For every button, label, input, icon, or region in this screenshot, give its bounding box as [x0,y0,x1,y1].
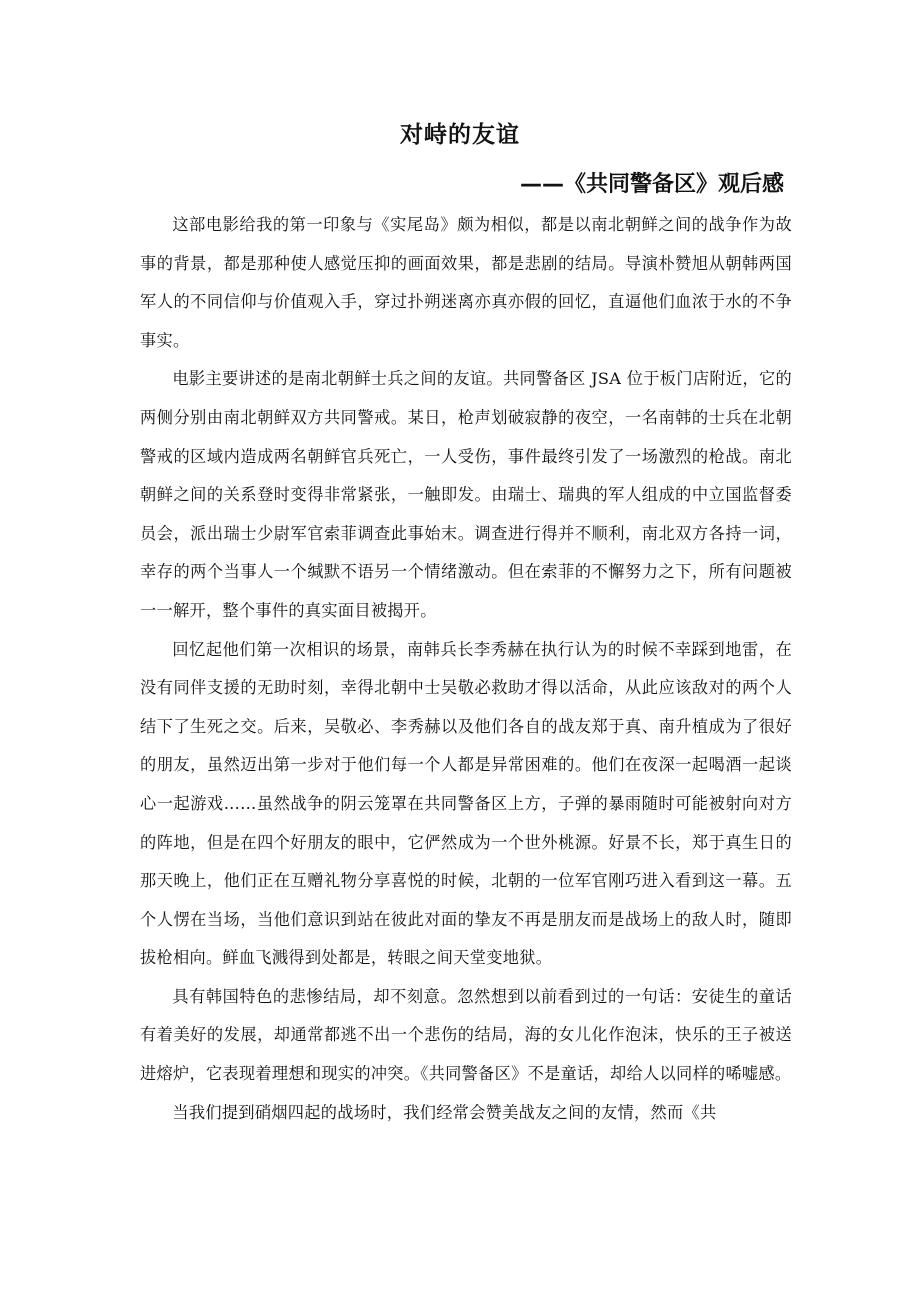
paragraph: 当我们提到硝烟四起的战场时，我们经常会赞美战友之间的友情，然而《共 [172,1102,717,1122]
document-body [140,206,792,1132]
paragraph: 这部电影给我的第一印象与《实尾岛》颇为相似，都是以南北朝鲜之间的战争作为故事的背景，都是那种使人感觉压抑的画面效果，都是悲剧的结局。导演朴赞旭从朝韩两国军人的不同信仰与价值观入手，穿过扑朔迷离亦真亦假的回忆，直逼他们血浓于水的不争事实。 [140,215,792,350]
paragraph: 回忆起他们第一次相识的场景，南韩兵长李秀赫在执行认为的时候不幸踩到地雷，在没有同伴支援的无助时刻，幸得北朝中士吴敬必救助才得以活命，从此应该敌对的两个人结下了生死之交。后来，吴敬必、李秀赫以及他们各自的战友郑于真、南升植成为了很好的朋友，虽然迈出第一步对于他们每一个人都是异常困难的。他们在夜深一起喝酒一起谈心一起游戏……虽然战争的阴云笼罩在共同警备区上方，子弹的暴雨随时可能被射向对方的阵地，但是在四个好朋友的眼中，它俨然成为一个世外桃源。好景不长，郑于真生日的那天晚上，他们正在互赠礼物分享喜悦的时候，北朝的一位军官刚巧进入看到这一幕。五个人愣在当场，当他们意识到站在彼此对面的挚友不再是朋友而是战场上的敌人时，随即拔枪相向。鲜血飞溅得到处都是，转眼之间天堂变地狱。 [140,639,792,968]
paragraph: 电影主要讲述的是南北朝鲜士兵之间的友谊。共同警备区 JSA 位于板门店附近，它的两侧分别由南北朝鲜双方共同警戒。某日，枪声划破寂静的夜空，一名南韩的士兵在北朝警戒的区域内造成两名朝鲜官兵死亡，一人受伤，事件最终引发了一场激烈的枪战。南北朝鲜之间的关系登时变得非常紧张，一触即发。由瑞士、瑞典的军人组成的中立国监督委员会，派出瑞士少尉军官索菲调查此事始末。调查进行得并不顺利，南北双方各持一词，幸存的两个当事人一个缄默不语另一个情绪激动。但在索菲的不懈努力之下，所有问题被一一解开，整个事件的真实面目被揭开。 [140,369,792,620]
document-title: 对峙的友谊 [400,122,520,148]
document-subtitle: ——《共同警备区》观后感 [519,172,784,197]
paragraph: 具有韩国特色的悲惨结局，却不刻意。忽然想到以前看到过的一句话：安徒生的童话有着美好的发展，却通常都逃不出一个悲伤的结局，海的女儿化作泡沫，快乐的王子被送进熔炉，它表现着理想和现实的冲突。《共同警备区》不是童话，却给人以同样的唏嘘感。 [140,986,792,1084]
